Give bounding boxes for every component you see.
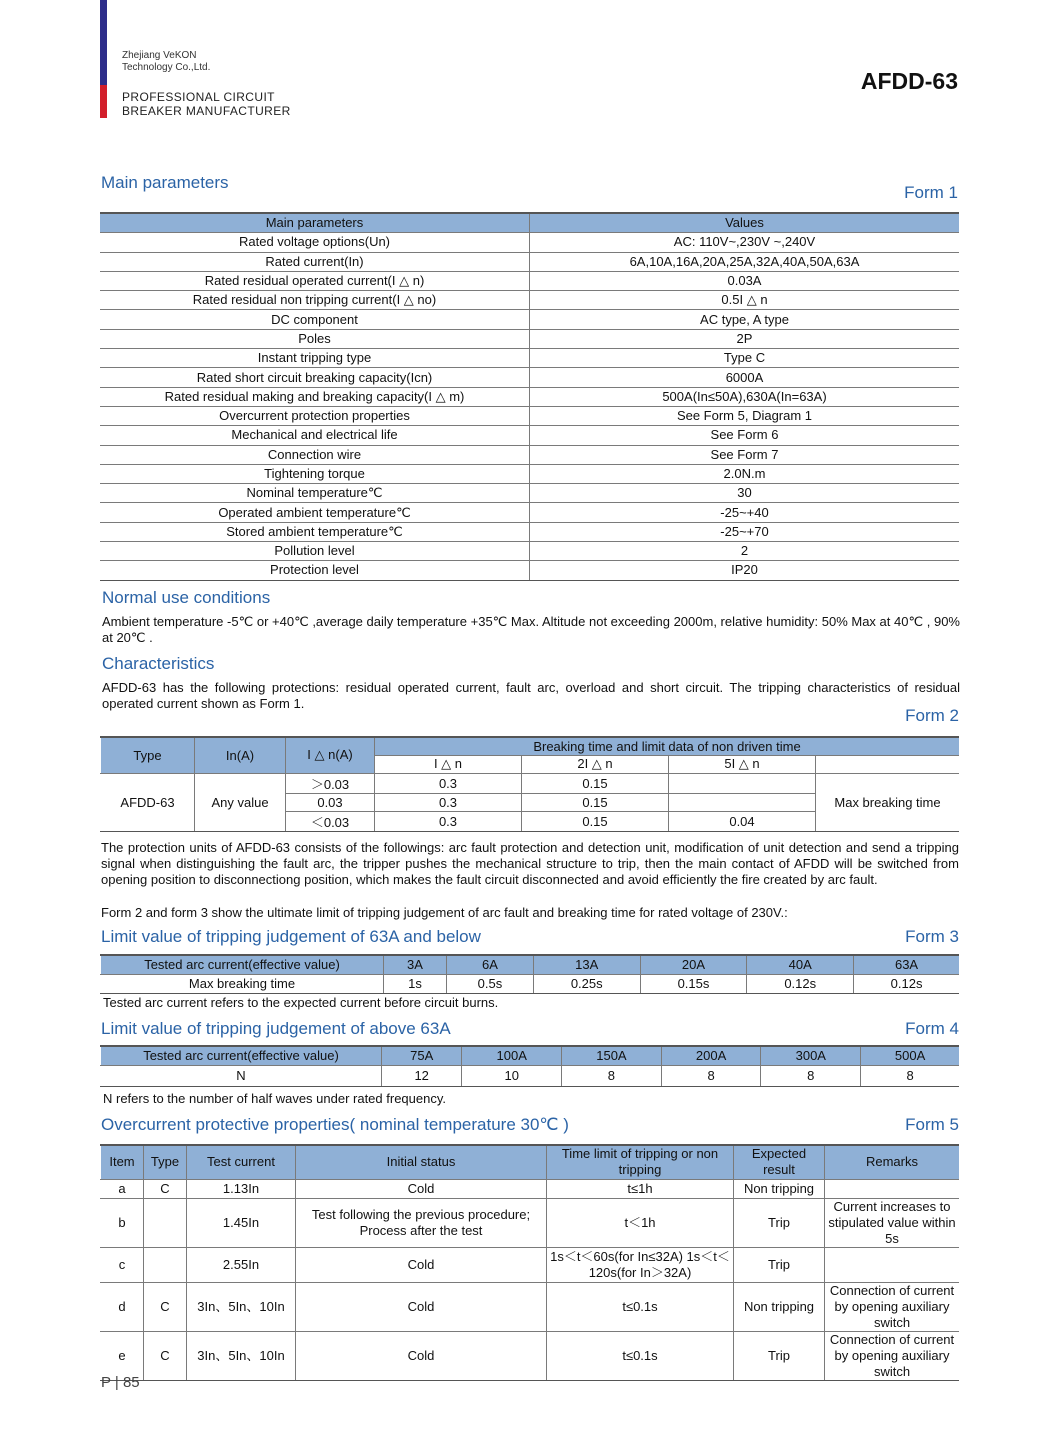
table-cell bbox=[669, 793, 816, 811]
header-cell: I △ n bbox=[375, 755, 522, 773]
table-cell: C bbox=[144, 1179, 187, 1198]
section-title-form3: Limit value of tripping judgement of 63A and below bbox=[101, 927, 481, 946]
overcurrent-properties-table bbox=[100, 1144, 959, 1381]
header-cell: Values bbox=[530, 213, 960, 233]
header-cell: Item bbox=[101, 1145, 144, 1179]
parameter-value-cell: AC type, A type bbox=[530, 310, 960, 329]
table-cell: t＜1h bbox=[547, 1198, 734, 1247]
table-cell: 2.55In bbox=[187, 1247, 296, 1282]
section-title-form4: Limit value of tripping judgement of above 63A bbox=[101, 1019, 451, 1038]
parameter-name-cell: Operated ambient temperature℃ bbox=[100, 503, 530, 522]
parameter-name-cell: Nominal temperature℃ bbox=[100, 484, 530, 503]
form-label-2: Form 2 bbox=[905, 706, 959, 725]
form-label-5: Form 5 bbox=[905, 1115, 959, 1134]
form-label-4: Form 4 bbox=[905, 1019, 959, 1038]
header-cell: Type bbox=[144, 1145, 187, 1179]
table-row bbox=[100, 464, 959, 483]
section-title-characteristics: Characteristics bbox=[102, 654, 215, 673]
table-cell: Connection of current by opening auxiliary switch bbox=[825, 1282, 960, 1331]
table-cell bbox=[144, 1247, 187, 1282]
page-number: P | 85 bbox=[101, 1374, 140, 1391]
table-cell: Cold bbox=[296, 1282, 547, 1331]
parameter-value-cell: Type C bbox=[530, 349, 960, 368]
table-cell: 0.12s bbox=[747, 974, 854, 993]
table-cell: 1.13In bbox=[187, 1179, 296, 1198]
table-cell bbox=[825, 1179, 960, 1198]
table-cell: C bbox=[144, 1282, 187, 1331]
header-cell: In(A) bbox=[195, 737, 286, 773]
table-cell: 0.15 bbox=[522, 811, 669, 831]
form3-note: Tested arc current refers to the expected current before circuit burns. bbox=[103, 995, 499, 1010]
form-label-1: Form 1 bbox=[904, 183, 958, 202]
table-row bbox=[100, 561, 959, 580]
table-cell: Cold bbox=[296, 1179, 547, 1198]
main-parameters-table bbox=[100, 212, 959, 581]
table-row bbox=[101, 974, 960, 993]
table-cell: d bbox=[101, 1282, 144, 1331]
table-cell: C bbox=[144, 1331, 187, 1380]
form4-note: N refers to the number of half waves under rated frequency. bbox=[103, 1091, 446, 1106]
row-label-cell: Tested arc current(effective value) bbox=[101, 1046, 382, 1065]
table-row bbox=[101, 955, 960, 974]
table-cell: Non tripping bbox=[734, 1282, 825, 1331]
parameter-name-cell: Pollution level bbox=[100, 542, 530, 561]
form-reference-text: Form 2 and form 3 show the ultimate limit of tripping judgement of arc fault and breaking time for rated voltage of 230V.: bbox=[101, 905, 788, 920]
table-cell bbox=[144, 1198, 187, 1247]
parameter-value-cell: 0.5I △ n bbox=[530, 291, 960, 310]
parameter-name-cell: Protection level bbox=[100, 561, 530, 580]
table-row bbox=[100, 522, 959, 541]
table-cell: 0.15 bbox=[522, 793, 669, 811]
table-cell: Trip bbox=[734, 1198, 825, 1247]
header-cell: Breaking time and limit data of non driven time bbox=[375, 737, 960, 755]
table-cell: 3A bbox=[384, 955, 447, 974]
table-cell: 75A bbox=[382, 1046, 462, 1065]
table-cell: Trip bbox=[734, 1247, 825, 1282]
parameter-name-cell: Rated current(In) bbox=[100, 252, 530, 271]
table-cell: 0.04 bbox=[669, 811, 816, 831]
table-cell: 8 bbox=[562, 1065, 662, 1086]
table-row bbox=[100, 252, 959, 271]
table-cell: 1s＜t＜60s(for In≤32A) 1s＜t＜120s(for In＞32A) bbox=[547, 1247, 734, 1282]
table-cell bbox=[825, 1247, 960, 1282]
table-cell: 63A bbox=[854, 955, 959, 974]
parameter-name-cell: Connection wire bbox=[100, 445, 530, 464]
table-row bbox=[101, 1179, 960, 1198]
table-row bbox=[100, 445, 959, 464]
parameter-name-cell: Tightening torque bbox=[100, 464, 530, 483]
table-cell: AFDD-63 bbox=[101, 773, 195, 831]
table-cell: Trip bbox=[734, 1331, 825, 1380]
table-row bbox=[101, 1046, 960, 1065]
parameter-value-cell: 2.0N.m bbox=[530, 464, 960, 483]
table-cell: 8 bbox=[661, 1065, 761, 1086]
table-row bbox=[100, 291, 959, 310]
parameter-name-cell: Rated residual making and breaking capacity(I △ m) bbox=[100, 387, 530, 406]
table-cell: 20A bbox=[640, 955, 747, 974]
parameter-name-cell: Rated residual operated current(I △ n) bbox=[100, 271, 530, 290]
header-cell: Initial status bbox=[296, 1145, 547, 1179]
header-cell: Test current bbox=[187, 1145, 296, 1179]
section-title-normal-use: Normal use conditions bbox=[102, 588, 271, 607]
header-cell: Time limit of tripping or non tripping bbox=[547, 1145, 734, 1179]
table-cell: 150A bbox=[562, 1046, 662, 1065]
table-row bbox=[101, 1331, 960, 1380]
parameter-value-cell: -25~+40 bbox=[530, 503, 960, 522]
parameter-value-cell: See Form 6 bbox=[530, 426, 960, 445]
table-row bbox=[101, 1065, 960, 1086]
parameter-name-cell: Rated residual non tripping current(I △ no) bbox=[100, 291, 530, 310]
table-row bbox=[100, 484, 959, 503]
table-cell: 3In、5In、10In bbox=[187, 1331, 296, 1380]
section-title-form5: Overcurrent protective properties( nominal temperature 30℃ ) bbox=[101, 1115, 569, 1134]
table-cell: c bbox=[101, 1247, 144, 1282]
header-cell: Type bbox=[101, 737, 195, 773]
parameter-value-cell: 6000A bbox=[530, 368, 960, 387]
table-cell: Max breaking time bbox=[816, 773, 960, 831]
table-cell: 0.03 bbox=[286, 793, 375, 811]
header-cell: Main parameters bbox=[100, 213, 530, 233]
table-cell: t≤0.1s bbox=[547, 1331, 734, 1380]
parameter-name-cell: Stored ambient temperature℃ bbox=[100, 522, 530, 541]
table-row bbox=[100, 349, 959, 368]
table-cell: 13A bbox=[533, 955, 640, 974]
table-cell: 0.12s bbox=[854, 974, 959, 993]
table-row bbox=[100, 503, 959, 522]
header-cell: Expected result bbox=[734, 1145, 825, 1179]
parameter-value-cell: 30 bbox=[530, 484, 960, 503]
table-cell: t≤0.1s bbox=[547, 1282, 734, 1331]
table-row bbox=[100, 387, 959, 406]
table-cell: e bbox=[101, 1331, 144, 1380]
parameter-name-cell: Overcurrent protection properties bbox=[100, 406, 530, 425]
form-label-3: Form 3 bbox=[905, 927, 959, 946]
table-header-row bbox=[100, 213, 959, 233]
table-row bbox=[101, 1247, 960, 1282]
table-cell: Test following the previous procedure; Process after the test bbox=[296, 1198, 547, 1247]
parameter-name-cell: Instant tripping type bbox=[100, 349, 530, 368]
parameter-value-cell: 6A,10A,16A,20A,25A,32A,40A,50A,63A bbox=[530, 252, 960, 271]
parameter-value-cell: IP20 bbox=[530, 561, 960, 580]
table-cell: 40A bbox=[747, 955, 854, 974]
parameter-value-cell: 500A(In≤50A),630A(In=63A) bbox=[530, 387, 960, 406]
parameter-name-cell: Poles bbox=[100, 329, 530, 348]
brand-bar bbox=[100, 0, 107, 118]
table-row bbox=[101, 1198, 960, 1247]
parameter-value-cell: 0.03A bbox=[530, 271, 960, 290]
table-cell: 6A bbox=[447, 955, 534, 974]
protection-units-text: The protection units of AFDD-63 consists of the followings: arc fault protection and detection unit, modification of unit detection and send a tripping signal when distinguishing the fault arc, the tripper pushes the mechanical structure to trip, then the main contact of AFDD will be switched from opening position to disconnectiong position, which makes the fault circuit disconnected and avoid efficiently the fire created by arc fault. bbox=[101, 840, 959, 887]
table-cell: 3In、5In、10In bbox=[187, 1282, 296, 1331]
table-row bbox=[100, 426, 959, 445]
parameter-value-cell: 2P bbox=[530, 329, 960, 348]
table-cell: Cold bbox=[296, 1331, 547, 1380]
table-cell: t≤1h bbox=[547, 1179, 734, 1198]
company-name: Zhejiang VeKON Technology Co.,Ltd. bbox=[122, 50, 211, 73]
model-title: AFDD-63 bbox=[860, 68, 958, 94]
table-cell: ＞0.03 bbox=[286, 773, 375, 793]
table-cell: 12 bbox=[382, 1065, 462, 1086]
table-cell: b bbox=[101, 1198, 144, 1247]
table-cell: Connection of current by opening auxiliary switch bbox=[825, 1331, 960, 1380]
header-cell: I △ n(A) bbox=[286, 737, 375, 773]
table-cell: 10 bbox=[462, 1065, 562, 1086]
table-cell: 1s bbox=[384, 974, 447, 993]
table-cell: 0.15 bbox=[522, 773, 669, 793]
parameter-name-cell: Mechanical and electrical life bbox=[100, 426, 530, 445]
table-row bbox=[100, 406, 959, 425]
header-cell: 5I △ n bbox=[669, 755, 816, 773]
table-cell: 100A bbox=[462, 1046, 562, 1065]
table-cell: 0.5s bbox=[447, 974, 534, 993]
table-cell: 300A bbox=[761, 1046, 861, 1065]
table-row bbox=[101, 1282, 960, 1331]
table-cell bbox=[669, 773, 816, 793]
normal-use-text: Ambient temperature -5℃ or +40℃ ,average daily temperature +35℃ Max. Altitude not exceeding 2000m, relative humidity: 50% Max at 40℃ , 90% at 20℃ . bbox=[102, 614, 960, 645]
parameter-value-cell: See Form 5, Diagram 1 bbox=[530, 406, 960, 425]
company-tagline: PROFESSIONAL CIRCUIT BREAKER MANUFACTURER bbox=[122, 90, 291, 118]
table-row bbox=[100, 329, 959, 348]
table-cell: 500A bbox=[861, 1046, 959, 1065]
table-row bbox=[101, 773, 960, 793]
arc-limit-above-63a-table bbox=[100, 1045, 959, 1087]
table-cell: 0.3 bbox=[375, 773, 522, 793]
parameter-value-cell: 2 bbox=[530, 542, 960, 561]
parameter-name-cell: DC component bbox=[100, 310, 530, 329]
header-cell: Remarks bbox=[825, 1145, 960, 1179]
table-cell: 0.3 bbox=[375, 793, 522, 811]
table-cell: ＜0.03 bbox=[286, 811, 375, 831]
row-label-cell: N bbox=[101, 1065, 382, 1086]
table-cell: Current increases to stipulated value within 5s bbox=[825, 1198, 960, 1247]
parameter-value-cell: See Form 7 bbox=[530, 445, 960, 464]
parameter-value-cell: -25~+70 bbox=[530, 522, 960, 541]
table-cell: 200A bbox=[661, 1046, 761, 1065]
table-cell: a bbox=[101, 1179, 144, 1198]
table-row bbox=[100, 233, 959, 252]
table-row bbox=[100, 310, 959, 329]
table-cell: Cold bbox=[296, 1247, 547, 1282]
header-cell: 2I △ n bbox=[522, 755, 669, 773]
table-row bbox=[100, 542, 959, 561]
section-title-main-parameters: Main parameters bbox=[101, 173, 229, 192]
table-header-row bbox=[101, 1145, 960, 1179]
table-cell: Any value bbox=[195, 773, 286, 831]
residual-current-table bbox=[100, 736, 959, 832]
table-row bbox=[100, 271, 959, 290]
table-cell: 8 bbox=[861, 1065, 959, 1086]
table-cell: 1.45In bbox=[187, 1198, 296, 1247]
table-row bbox=[100, 368, 959, 387]
parameter-value-cell: AC: 110V~,230V ~,240V bbox=[530, 233, 960, 252]
row-label-cell: Max breaking time bbox=[101, 974, 384, 993]
row-label-cell: Tested arc current(effective value) bbox=[101, 955, 384, 974]
table-cell: 0.25s bbox=[533, 974, 640, 993]
table-cell: Non tripping bbox=[734, 1179, 825, 1198]
table-cell: 8 bbox=[761, 1065, 861, 1086]
parameter-name-cell: Rated short circuit breaking capacity(Icn) bbox=[100, 368, 530, 387]
table-cell bbox=[816, 755, 960, 773]
arc-limit-63a-table bbox=[100, 954, 959, 994]
table-cell: 0.15s bbox=[640, 974, 747, 993]
table-cell: 0.3 bbox=[375, 811, 522, 831]
parameter-name-cell: Rated voltage options(Un) bbox=[100, 233, 530, 252]
characteristics-text: AFDD-63 has the following protections: residual operated current, fault arc, overload and short circuit. The tripping characteristics of residual operated current shown as Form 1. bbox=[102, 680, 960, 711]
